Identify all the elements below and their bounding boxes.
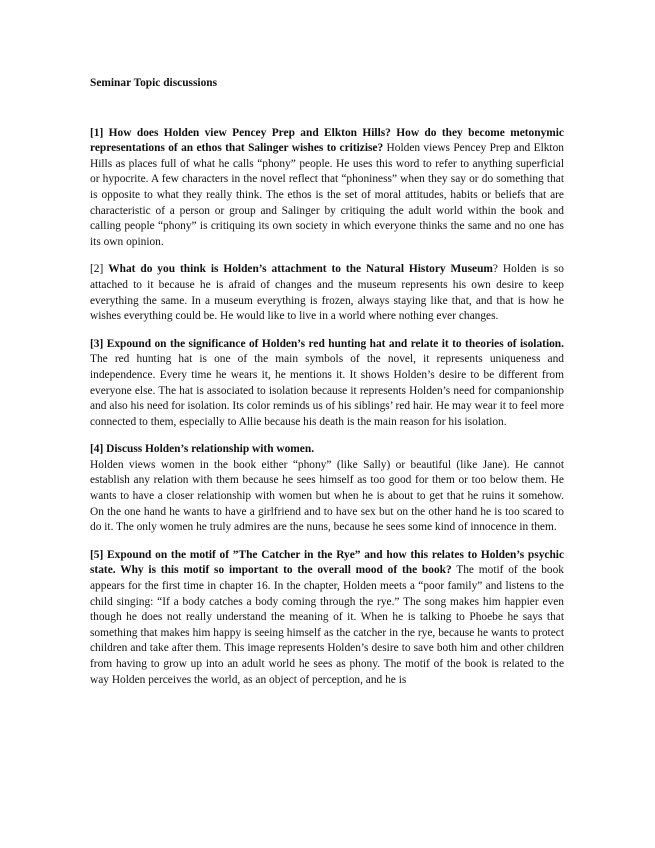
- topic-1: [90, 126, 564, 251]
- topic-2-answer: ? Holden is so attached to it because he is afraid of changes and the museum represents his own desire to keep everything the same. In a museum everything is frozen, always staying like that, and that is how he wishes everything could be. He would like to live in a world where nothing ever changes.: [90, 263, 565, 323]
- document-page: [90, 76, 564, 700]
- topic-2-question: What do you think is Holden’s attachment to the Natural History Museum: [108, 263, 493, 276]
- topic-5-answer: The motif of the book appears for the first time in chapter 16. In the chapter, Holden meets a “poor family” and listens to the child singing: “If a body catches a body coming through the rye.” The song makes him happier even though he does not really understand the meaning of it. When he is talking to Phoebe he says that something that makes him happy is seeing himself as the catcher in the rye, because he wants to protect children and take after them. This image represents Holden’s desire to save both him and other children from having to grow up into an adult world he sees as phony. The motif of the book is related to the way Holden perceives the world, as an object of perception, and he is: [90, 564, 565, 686]
- topic-2-number: [2]: [90, 263, 109, 276]
- topic-3-answer: The red hunting hat is one of the main symbols of the novel, it represents uniqueness and independence. Every time he wears it, he mentions it. It shows Holden’s desire to be different from everyone else. The hat is associated to isolation because it represents Holden’s need for companionship and also his need for isolation. Its color reminds us of his siblings’ red hair. He may wear it to feel more connected to them, especially to Allie because his death is the main reason for his isolation.: [90, 353, 564, 428]
- topic-1-question: [1] How does Holden view Pencey Prep and Elkton Hills? How do they become metonymic representations of an ethos that Salinger wishes to critizise?: [90, 126, 564, 155]
- topic-3: [90, 337, 564, 431]
- topic-3-question: [3] Expound on the significance of Holden’s red hunting hat and relate it to theories of isolation.: [90, 337, 564, 350]
- document-title: Seminar Topic discussions: [90, 77, 218, 89]
- topic-4-answer: Holden views women in the book either “phony” (like Sally) or beautiful (like Jane). He cannot establish any relation with them because he sees himself as too good for them or too below them. He wants to have a closer relationship with women but when he is about to get that he ruins it somehow. On the one hand he wants to have a girlfriend and to have sex but on the other hand he is too scared to do it. The only women he truly admires are the nuns, because he sees some kind of innocence in them.: [90, 458, 564, 534]
- topic-5: [90, 548, 564, 688]
- topic-4-question: [4] Discuss Holden’s relationship with women.: [90, 443, 315, 456]
- topic-4: [90, 442, 564, 536]
- topic-5-question: [5] Expound on the motif of ”The Catcher in the Rye” and how this relates to Holden’s psychic state. Why is this motif so important to the overall mood of the book?: [90, 548, 564, 577]
- topic-2: [90, 262, 564, 324]
- topic-1-answer: Holden views Pencey Prep and Elkton Hills as places full of what he calls “phony” people. He uses this word to refer to anything superficial or hypocrite. A few characters in the novel reflect that “phoniness” when they say or do something that is opposite to what they really think. The ethos is the set of moral attitudes, habits or beliefs that are characteristic of a person or group and Salinger by critiquing the adult world within the book and calling people “phony” is critiquing its own society in which everyone thinks the same and no one has its own opinion.: [90, 142, 564, 248]
